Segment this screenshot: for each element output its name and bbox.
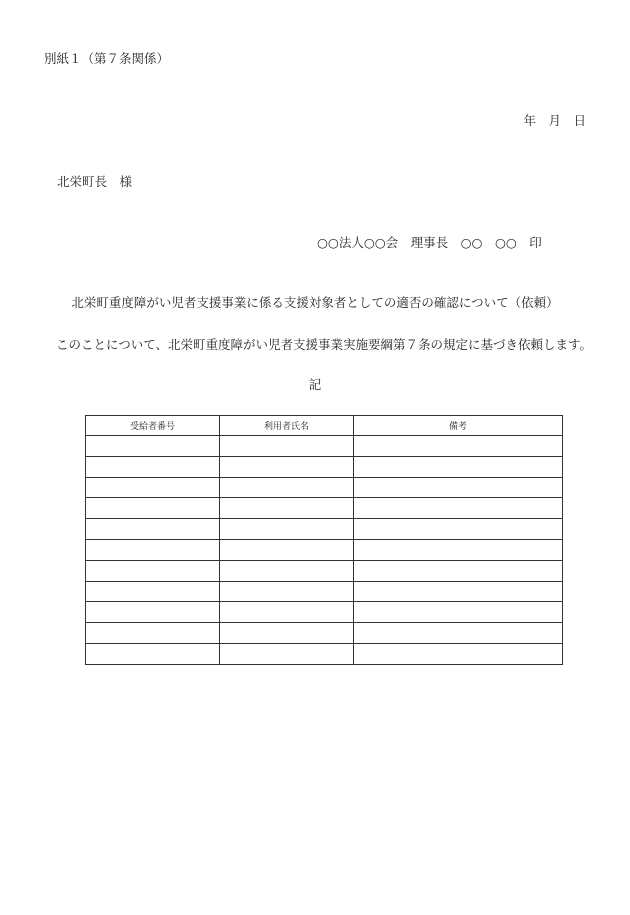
remarks-cell xyxy=(354,602,563,623)
remarks-cell xyxy=(354,477,563,498)
remarks-cell xyxy=(354,436,563,457)
table-row xyxy=(86,560,563,581)
recipient-number-cell xyxy=(86,539,220,560)
document-title: 北栄町重度障がい児者支援事業に係る支援対象者としての適否の確認について（依頼） xyxy=(71,295,559,310)
user-name-cell xyxy=(220,519,354,540)
table-row xyxy=(86,477,563,498)
recipient-number-cell xyxy=(86,581,220,602)
remarks-cell xyxy=(354,643,563,664)
table-row xyxy=(86,602,563,623)
table-row xyxy=(86,643,563,664)
column-header-recipient-number: 受給者番号 xyxy=(86,416,220,436)
remarks-cell xyxy=(354,581,563,602)
table-row xyxy=(86,623,563,644)
user-name-cell xyxy=(220,581,354,602)
recipient-number-cell xyxy=(86,602,220,623)
user-name-cell xyxy=(220,560,354,581)
user-name-cell xyxy=(220,456,354,477)
user-name-cell xyxy=(220,602,354,623)
user-name-cell xyxy=(220,623,354,644)
recipient-number-cell xyxy=(86,643,220,664)
recipient-number-cell xyxy=(86,560,220,581)
date-line: 年 月 日 xyxy=(523,113,586,128)
table-row xyxy=(86,539,563,560)
remarks-cell xyxy=(354,498,563,519)
remarks-cell xyxy=(354,456,563,477)
recipient-number-cell xyxy=(86,477,220,498)
user-name-cell xyxy=(220,643,354,664)
table-row xyxy=(86,519,563,540)
column-header-remarks: 備考 xyxy=(354,416,563,436)
table-header-row xyxy=(86,416,563,436)
ki-label: 記 xyxy=(308,377,322,392)
user-name-cell xyxy=(220,539,354,560)
remarks-cell xyxy=(354,560,563,581)
column-header-user-name: 利用者氏名 xyxy=(220,416,354,436)
user-name-cell xyxy=(220,477,354,498)
table-row xyxy=(86,456,563,477)
table-row xyxy=(86,498,563,519)
recipient-number-cell xyxy=(86,436,220,457)
sender-signature: ○○法人○○会 理事長 ○○ ○○ 印 xyxy=(317,235,542,250)
user-name-cell xyxy=(220,498,354,519)
table-row xyxy=(86,436,563,457)
recipient-number-cell xyxy=(86,519,220,540)
attachment-label: 別紙１（第７条関係） xyxy=(44,51,170,66)
table-row xyxy=(86,581,563,602)
record-table xyxy=(85,415,563,665)
recipient-number-cell xyxy=(86,623,220,644)
recipient-number-cell xyxy=(86,456,220,477)
remarks-cell xyxy=(354,539,563,560)
remarks-cell xyxy=(354,519,563,540)
addressee: 北栄町長 様 xyxy=(57,174,133,189)
body-text: このことについて、北栄町重度障がい児者支援事業実施要綱第７条の規定に基づき依頼します。 xyxy=(56,337,593,352)
user-name-cell xyxy=(220,436,354,457)
recipient-number-cell xyxy=(86,498,220,519)
remarks-cell xyxy=(354,623,563,644)
